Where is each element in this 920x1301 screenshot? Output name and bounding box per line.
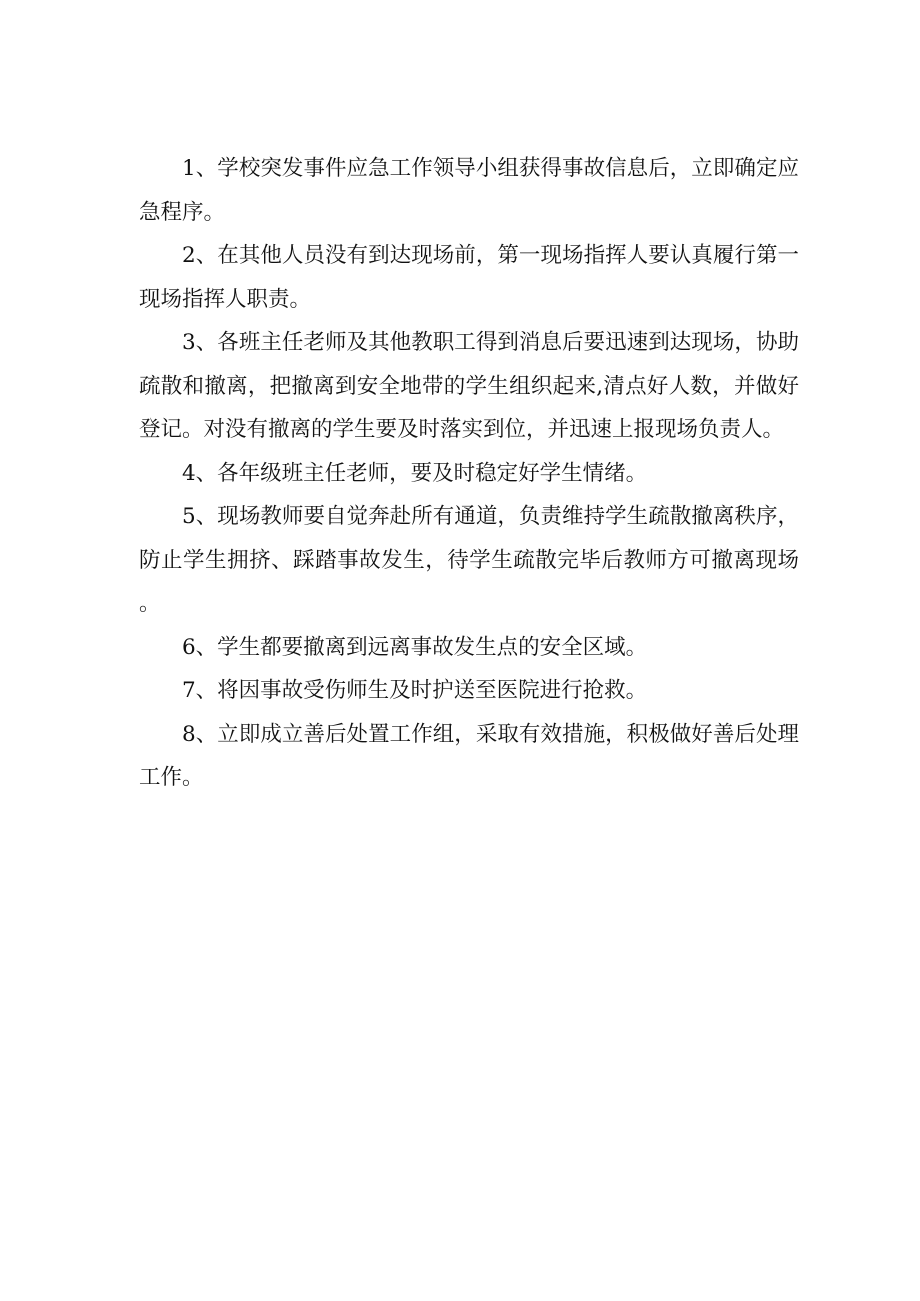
list-item-2: 2、在其他人员没有到达现场前，第一现场指挥人要认真履行第一现场指挥人职责。 (139, 243, 799, 312)
list-item-1: 1、学校突发事件应急工作领导小组获得事故信息后，立即确定应急程序。 (139, 156, 799, 225)
list-item-3: 3、各班主任老师及其他教职工得到消息后要迅速到达现场，协助疏散和撤离，把撤离到安全地带的学生组织起来,清点好人数，并做好登记。对没有撤离的学生要及时落实到位，并迅速上报现场负责人。 (139, 330, 799, 442)
list-item-6: 6、学生都要撤离到远离事故发生点的安全区域。 (182, 634, 648, 660)
list-item-4: 4、各年级班主任老师，要及时稳定好学生情绪。 (182, 460, 648, 486)
list-item-8: 8、立即成立善后处置工作组，采取有效措施，积极做好善后处理工作。 (139, 721, 799, 790)
list-item-5: 5、现场教师要自觉奔赴所有通道，负责维持学生疏散撤离秩序，防止学生拥挤、踩踏事故发生，待学生疏散完毕后教师方可撤离现场。 (139, 504, 799, 616)
list-item-7: 7、将因事故受伤师生及时护送至医院进行抢救。 (182, 678, 648, 703)
document-body (139, 147, 799, 800)
